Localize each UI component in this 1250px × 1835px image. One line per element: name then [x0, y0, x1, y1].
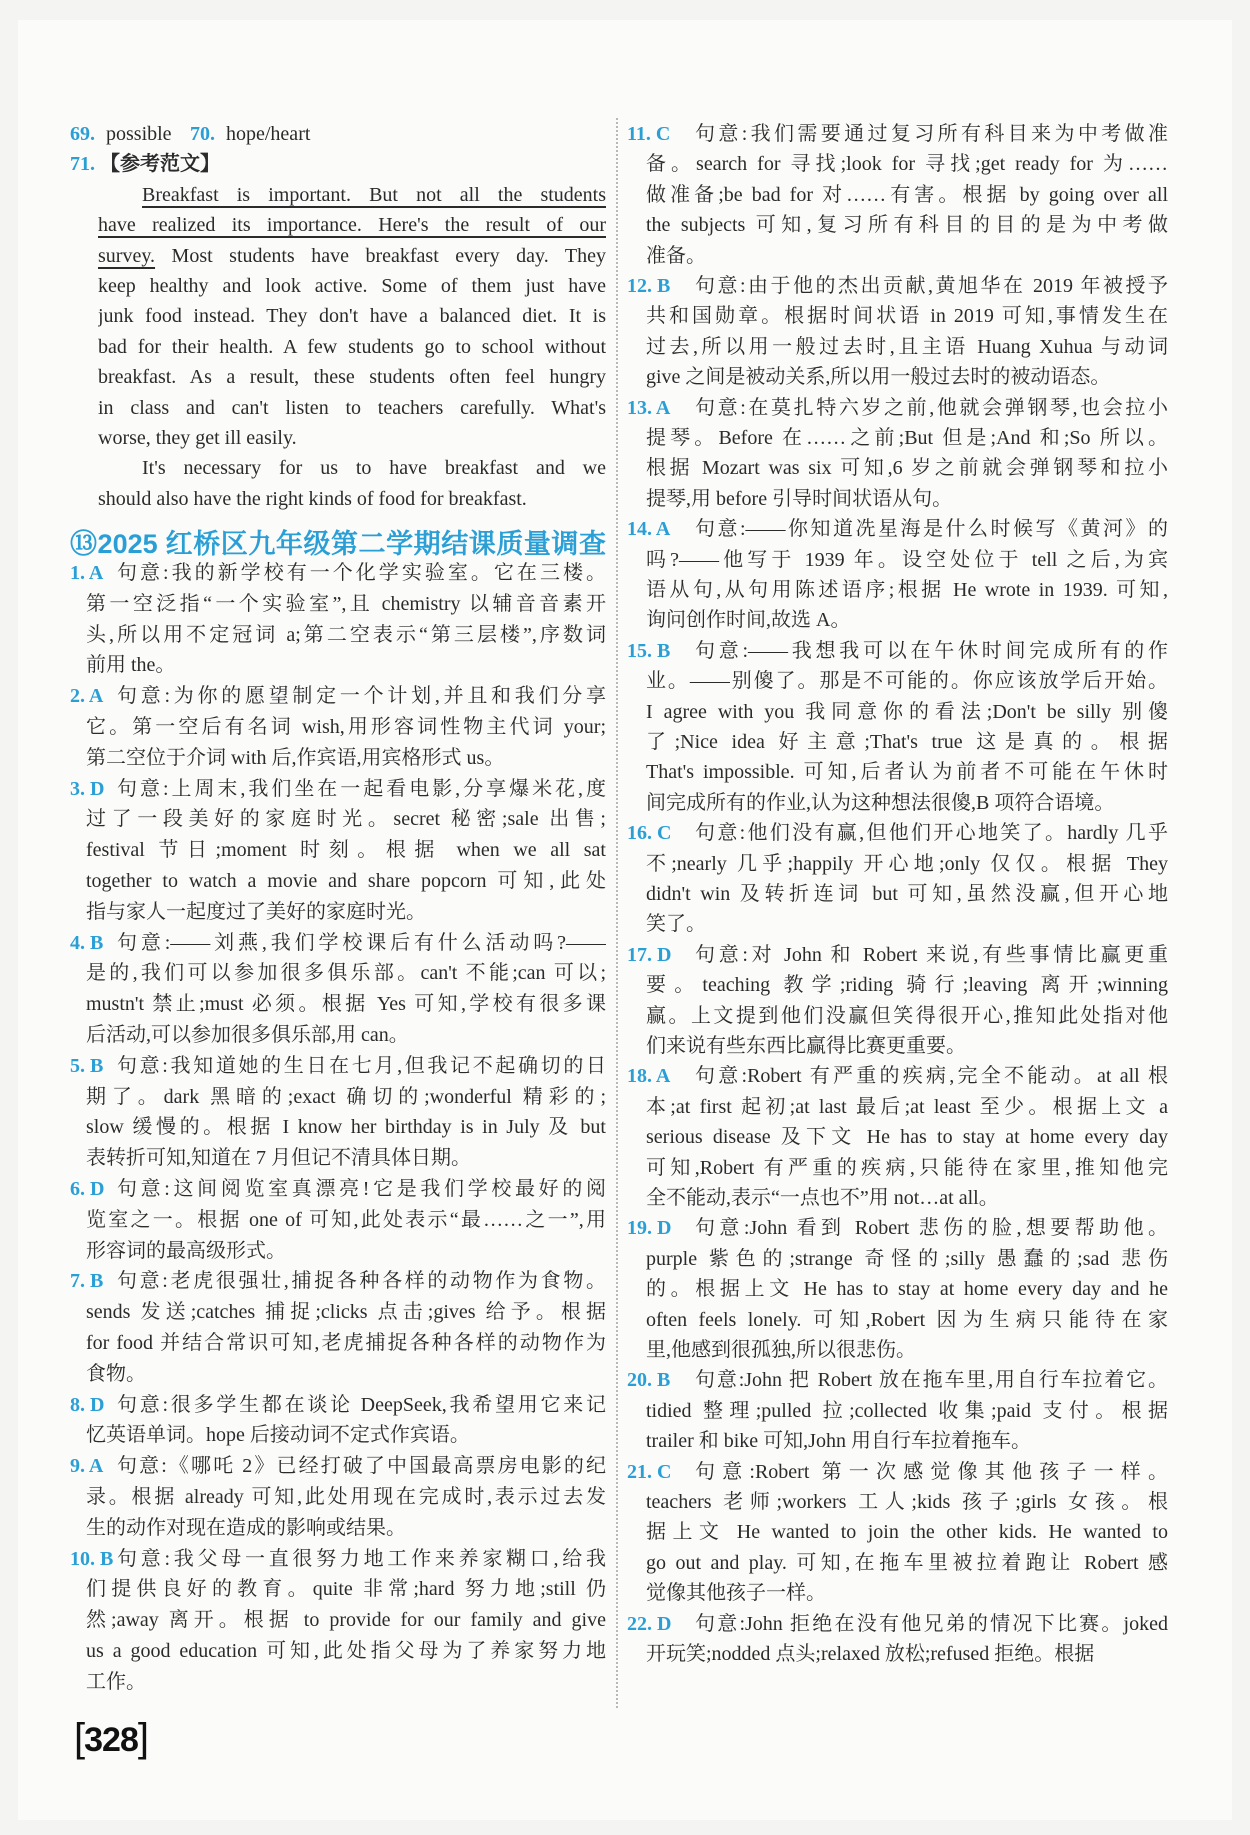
essay-text: in class and can't listen to teachers carefully. What's: [98, 396, 606, 419]
explanation-line: 句意:我知道她的生日在七月,但我记不起确切的日: [117, 1054, 606, 1077]
explanation-line: 句意:我们需要通过复习所有科目来为中考做准: [695, 123, 1168, 145]
explanation-line: 本;at first 起初;at last 最后;at least 至少。根据上文 a: [646, 1095, 1168, 1118]
explanation-line: 吗?——他写于 1939 年。设空处位于 tell 之后,为宾: [646, 548, 1168, 571]
explanation-line: 头,所以用不定冠词 a;第二空表示“第三层楼”,序数词: [86, 623, 606, 646]
explanation-line: tidied 整理;pulled 拉;collected 收集;paid 支付。根据: [646, 1399, 1168, 1422]
item-number: 12. B: [627, 275, 671, 297]
essay-line: [142, 453, 606, 483]
item-number: 7. B: [70, 1270, 104, 1293]
item-number: 6. D: [70, 1178, 105, 1200]
explanation-line: often feels lonely. 可知,Robert 因为生病只能待在家: [646, 1308, 1168, 1331]
explanation-line: 根据 Mozart was six 可知,6 岁之前就会弹钢琴和拉小: [646, 457, 1168, 480]
answer-text: possible: [106, 123, 172, 145]
item-number: 5. B: [70, 1054, 104, 1077]
item-number: 10. B: [70, 1547, 114, 1570]
explanation-line: go out and play. 可知,在拖车里被拉着跑让 Robert 感: [646, 1551, 1168, 1574]
essay-underlined-text: have realized its importance. Here's the result of our: [98, 214, 606, 237]
explanation-line: 句意:——刘燕,我们学校课后有什么活动吗?——: [117, 931, 606, 954]
explanation-line: 过去,所以用一般过去时,且主语 Huang Xuhua 与动词: [646, 335, 1168, 358]
item-number: 71.: [70, 153, 95, 176]
section-title: ⑬2025 红桥区九年级第二学期结课质量调查: [70, 529, 606, 559]
item-number: 2. A: [70, 685, 104, 708]
essay-text: breakfast. As a result, these students often feel hungry: [98, 366, 606, 389]
explanation-line: 食物。: [86, 1362, 146, 1385]
essay-line: [98, 423, 606, 453]
explanation-line: 然;away 离开。根据 to provide for our family and give: [86, 1609, 606, 1632]
essay-line: [98, 362, 606, 392]
item-number: 19. D: [627, 1217, 672, 1240]
essay-text: should also have the right kinds of food for breakfast.: [98, 487, 527, 510]
explanation-line: 形容词的最高级形式。: [86, 1239, 286, 1262]
explanation-line: 准备。: [646, 244, 706, 267]
explanation-line: 笑了。: [646, 913, 706, 936]
explanation-line: mustn't 禁止;must 必须。根据 Yes 可知,学校有很多课: [86, 993, 606, 1016]
explanation-line: give 之间是被动关系,所以用一般过去时的被动语态。: [646, 366, 1111, 389]
explanation-line: serious disease 及下文 He has to stay at home every day: [646, 1126, 1168, 1149]
explanation-line: 间完成所有的作业,认为这种想法很傻,B 项符合语境。: [646, 791, 1115, 814]
essay-underlined-text: survey.: [98, 244, 156, 267]
item-number: 16. C: [627, 822, 672, 845]
essay-line: [98, 393, 606, 423]
explanation-line: 期了。dark 黑暗的;exact 确切的;wonderful 精彩的;: [86, 1085, 606, 1108]
essay-text: bad for their health. A few students go to school without: [98, 335, 606, 358]
item-number: 70.: [190, 123, 215, 145]
explanation-line: 句意:这间阅览室真漂亮!它是我们学校最好的阅: [117, 1178, 606, 1200]
essay-text: Most students have breakfast every day. They: [155, 244, 606, 267]
explanation-line: 句意:——你知道冼星海是什么时候写《黄河》的: [695, 518, 1168, 541]
explanation-line: 第一空泛指“一个实验室”,且 chemistry 以辅音音素开: [86, 592, 606, 615]
page-number-bracket: [: [74, 1716, 85, 1760]
explanation-line: 句意:John 拒绝在没有他兄弟的情况下比赛。joked: [695, 1612, 1168, 1635]
explanation-line: 句意:由于他的杰出贡献,黄旭华在 2019 年被授予: [695, 275, 1168, 297]
item-number: 22. D: [627, 1612, 672, 1635]
explanation-line: 句意:上周末,我们坐在一起看电影,分享爆米花,度: [117, 777, 606, 800]
explanation-line: 句意:John 看到 Robert 悲伤的脸,想要帮助他。: [695, 1217, 1168, 1240]
explanation-line: us a good education 可知,此处指父母为了养家努力地: [86, 1640, 606, 1662]
explanation-line: 据上文 He wanted to join the other kids. He wanted to: [646, 1521, 1168, 1544]
essay-text: junk food instead. They don't have a balanced diet. It is: [98, 305, 606, 328]
explanation-line: 句意:他们没有赢,但他们开心地笑了。hardly 几乎: [695, 822, 1168, 845]
explanation-line: trailer 和 bike 可知,John 用自行车拉着拖车。: [646, 1430, 1031, 1453]
explanation-line: 句意:John 把 Robert 放在拖车里,用自行车拉着它。: [695, 1369, 1168, 1392]
explanation-line: 第二空位于介词 with 后,作宾语,用宾格形式 us。: [86, 746, 505, 769]
explanation-line: 它。第一空后有名词 wish,用形容词性物主代词 your;: [86, 716, 606, 738]
explanation-line: 赢。上文提到他们没赢但笑得很开心,推知此处指对他: [646, 1004, 1168, 1027]
essay-line: [98, 301, 606, 331]
explanation-line: 们提供良好的教育。quite 非常;hard 努力地;still 仍: [86, 1578, 606, 1601]
explanation-line: 录。根据 already 可知,此处用现在完成时,表示过去发: [86, 1486, 606, 1508]
explanation-line: sends 发送;catches 捕捉;clicks 点击;gives 给予。根据: [86, 1301, 606, 1324]
explanation-line: together to watch a movie and share popcorn 可知,此处: [86, 870, 606, 892]
item-number: 14. A: [627, 518, 671, 541]
explanation-line: 过了一段美好的家庭时光。secret 秘密;sale 出售;: [86, 808, 606, 831]
item-number: 69.: [70, 123, 95, 145]
column-divider: [616, 118, 618, 1708]
explanation-line: That's impossible. 可知,后者认为前者不可能在午休时: [646, 761, 1168, 784]
explanation-line: 是的,我们可以参加很多俱乐部。can't 不能;can 可以;: [86, 962, 606, 985]
explanation-line: I agree with you 我同意你的看法;Don't be silly 别傻: [646, 700, 1168, 723]
item-number: 20. B: [627, 1369, 671, 1392]
essay-line: [98, 210, 606, 240]
explanation-line: 句意:Robert 第一次感觉像其他孩子一样。: [695, 1460, 1168, 1483]
answer-text: hope/heart: [226, 123, 311, 145]
page-number-bracket: ]: [137, 1716, 148, 1760]
explanation-line: 生的动作对现在造成的影响或结果。: [86, 1516, 406, 1539]
explanation-line: 全不能动,表示“一点也不”用 not…at all。: [646, 1187, 999, 1209]
explanation-line: purple 紫色的;strange 奇怪的;silly 愚蠢的;sad 悲伤: [646, 1247, 1168, 1270]
item-number: 13. A: [627, 396, 671, 419]
explanation-line: 忆英语单词。hope 后接动词不定式作宾语。: [86, 1424, 470, 1447]
explanation-line: 前用 the。: [86, 654, 176, 677]
explanation-line: 备。search for 寻找;look for 寻找;get ready for 为……: [646, 153, 1168, 176]
explanation-line: 句意:——我想我可以在午休时间完成所有的作: [695, 639, 1168, 662]
essay-underlined-text: Breakfast is important. But not all the students: [142, 183, 606, 206]
item-number: 4. B: [70, 931, 104, 954]
explanation-line: 里,他感到很孤独,所以很悲伤。: [646, 1339, 916, 1361]
essay-line: [98, 241, 606, 271]
explanation-line: 要。teaching 教学;riding 骑行;leaving 离开;winning: [646, 974, 1168, 997]
page-number: [74, 1716, 148, 1761]
explanation-line: 了;Nice idea 好主意;That's true 这是真的。根据: [646, 731, 1168, 753]
explanation-line: 共和国勋章。根据时间状语 in 2019 可知,事情发生在: [646, 305, 1168, 328]
explanation-line: 句意:在莫扎特六岁之前,他就会弹钢琴,也会拉小: [695, 396, 1168, 419]
explanation-line: 提琴,用 before 引导时间状语从句。: [646, 487, 953, 510]
essay-text: worse, they get ill easily.: [98, 427, 297, 449]
explanation-line: festival 节日;moment 时刻。根据 when we all sat: [86, 839, 606, 862]
item-number: 18. A: [627, 1065, 671, 1088]
explanation-line: 览室之一。根据 one of 可知,此处表示“最……之一”,用: [86, 1208, 606, 1231]
explanation-line: 句意:Robert 有严重的疾病,完全不能动。at all 根: [695, 1065, 1168, 1088]
explanation-line: 指与家人一起度过了美好的家庭时光。: [86, 900, 426, 923]
item-number: 1. A: [70, 562, 104, 584]
essay-label: 【参考范文】: [100, 153, 220, 176]
answer-key-page: [18, 20, 1232, 1820]
explanation-line: 业。——别傻了。那是不可能的。你应该放学后开始。: [646, 670, 1168, 693]
explanation-line: the subjects 可知,复习所有科目的目的是为中考做: [646, 214, 1168, 237]
explanation-line: didn't win 及转折连词 but 可知,虽然没赢,但开心地: [646, 883, 1168, 905]
explanation-line: 们来说有些东西比赢得比赛更重要。: [646, 1035, 966, 1057]
explanation-line: 后活动,可以参加很多俱乐部,用 can。: [86, 1024, 409, 1046]
item-number: 21. C: [627, 1460, 672, 1483]
explanation-line: 的。根据上文 He has to stay at home every day and he: [646, 1278, 1168, 1301]
item-number: 11. C: [627, 123, 671, 145]
explanation-line: 句意:我的新学校有一个化学实验室。它在三楼。: [117, 562, 606, 584]
explanation-line: 语从句,从句用陈述语序;根据 He wrote in 1939. 可知,: [646, 579, 1168, 601]
page-number-value: 328: [84, 1721, 138, 1759]
item-number: 3. D: [70, 777, 105, 800]
explanation-line: 不;nearly 几乎;happily 开心地;only 仅仅。根据 They: [646, 852, 1168, 875]
explanation-line: 工作。: [86, 1670, 146, 1693]
explanation-line: 句意:很多学生都在谈论 DeepSeek,我希望用它来记: [117, 1393, 606, 1416]
explanation-line: 开玩笑;nodded 点头;relaxed 放松;refused 拒绝。根据: [646, 1643, 1095, 1665]
item-number: 8. D: [70, 1393, 105, 1416]
explanation-line: 句意:《哪吒 2》已经打破了中国最高票房电影的纪: [117, 1455, 606, 1478]
explanation-line: 询问创作时间,故选 A。: [646, 609, 851, 632]
essay-line: [142, 180, 606, 210]
item-number: 17. D: [627, 943, 672, 966]
explanation-line: 句意:对 John 和 Robert 来说,有些事情比赢更重: [695, 943, 1168, 966]
explanation-line: for food 并结合常识可知,老虎捕捉各种各样的动物作为: [86, 1332, 606, 1354]
essay-text: keep healthy and look active. Some of them just have: [98, 275, 606, 297]
explanation-line: teachers 老师;workers 工人;kids 孩子;girls 女孩。根: [646, 1491, 1168, 1513]
essay-line: [98, 332, 606, 362]
explanation-line: slow 缓慢的。根据 I know her birthday is in July 及 but: [86, 1116, 606, 1139]
explanation-line: 句意:为你的愿望制定一个计划,并且和我们分享: [117, 685, 606, 708]
essay-line: [98, 484, 606, 514]
explanation-line: 句意:我父母一直很努力地工作来养家糊口,给我: [117, 1547, 606, 1570]
explanation-line: 做准备;be bad for 对……有害。根据 by going over all: [646, 183, 1168, 206]
essay-line: [98, 271, 606, 301]
item-number: 9. A: [70, 1455, 104, 1478]
essay-text: It's necessary for us to have breakfast and we: [142, 457, 606, 480]
item-number: 15. B: [627, 639, 671, 662]
explanation-line: 提琴。Before 在……之前;But 但是;And 和;So 所以。: [646, 427, 1168, 449]
explanation-line: 表转折可知,知道在 7 月但记不清具体日期。: [86, 1147, 471, 1170]
explanation-line: 可知,Robert 有严重的疾病,只能待在家里,推知他完: [646, 1156, 1168, 1179]
explanation-line: 句意:老虎很强壮,捕捉各种各样的动物作为食物。: [117, 1270, 606, 1293]
explanation-line: 觉像其他孩子一样。: [646, 1582, 826, 1605]
